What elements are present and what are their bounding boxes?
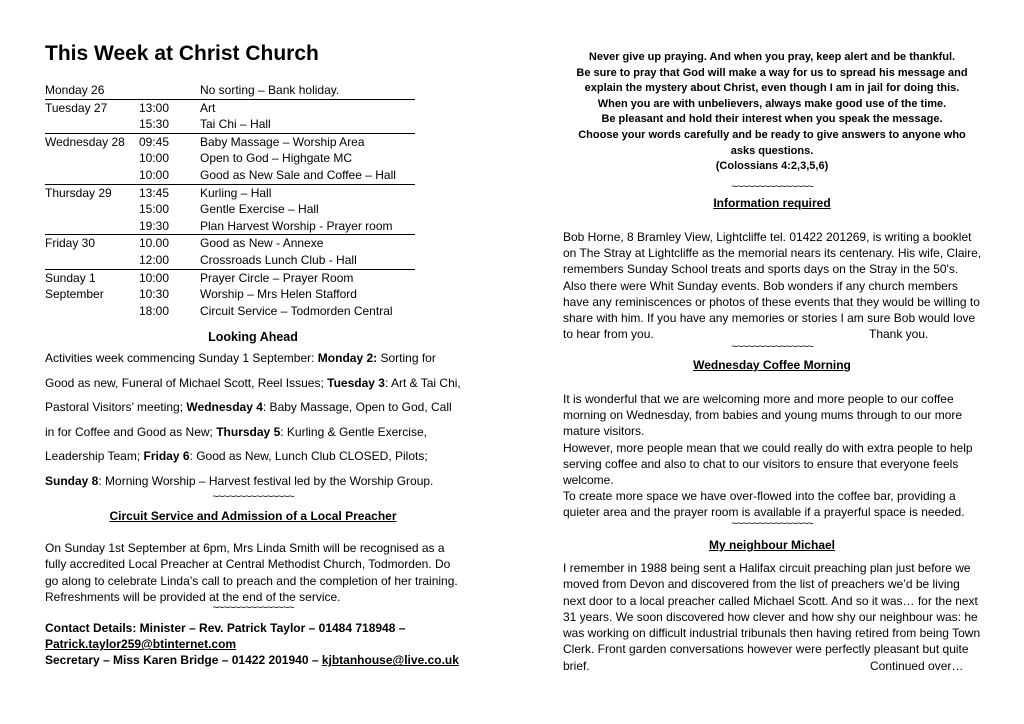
schedule-event: Kurling – Hall — [200, 185, 272, 200]
looking-ahead-day: Friday 6 — [143, 449, 190, 463]
schedule-time: 19:30 — [139, 218, 200, 235]
separator: ~~~~~~~~~~~~~~~ — [212, 602, 294, 614]
separator: ~~~~~~~~~~~~~~~ — [731, 181, 813, 193]
schedule-day: Thursday 29 — [45, 185, 112, 200]
schedule-row — [45, 252, 415, 269]
verse-line: asks questions. — [730, 144, 814, 157]
schedule-event: Good as New Sale and Coffee – Hall — [200, 167, 415, 184]
schedule-event: Open to God – Highgate MC — [200, 151, 353, 166]
schedule-row — [45, 167, 415, 184]
schedule-time: 15:00 — [139, 202, 170, 217]
looking-ahead-activities: Sorting for Good as new, Funeral of Michael Scott, Reel Issues; — [45, 351, 436, 390]
schedule-day — [45, 218, 139, 235]
schedule-day: September — [45, 287, 104, 302]
schedule-day: Wednesday 28 — [45, 134, 125, 149]
verse-line: explain the mystery about Christ, even though I am in jail for doing this. — [584, 82, 960, 95]
looking-ahead-activities: : Art & Tai Chi, Pastoral Visitors’ meeting; — [45, 375, 461, 414]
schedule-event: Worship – Mrs Helen Stafford — [200, 287, 357, 302]
verse-line: Be pleasant and hold their interest when you speak the message. — [601, 113, 943, 126]
information-required-paragraph: Bob Horne, 8 Bramley View, Lightcliffe tel. 01422 201269, is writing a booklet on The Stray at Lightcliffe as the memorial nears its centenary. His wife, Claire, remembers Sunday School treats and sports days on the Stray in the 50's. Also there were Whit Sunday events. Bob wonders if any church members have any reminiscences or photos of these events that they would be willing to share with him. If you have any memories or stories I am sure Bob would love to hear from you. — [563, 230, 982, 342]
verse-line: Choose your words carefully and be ready to give answers to anyone who — [578, 128, 966, 141]
separator: ~~~~~~~~~~~~~~~ — [731, 341, 813, 353]
schedule-event: Circuit Service – Todmorden Central — [200, 303, 393, 318]
circuit-service-heading: Circuit Service and Admission of a Local Preacher — [109, 509, 397, 523]
schedule-row — [45, 201, 415, 218]
page-title: This Week at Christ Church — [45, 42, 319, 65]
schedule-event: No sorting – Bank holiday. — [200, 82, 415, 99]
schedule-day — [45, 150, 139, 167]
continued-over-note: Continued over… — [870, 659, 964, 673]
secretary-email-link[interactable]: kjbtanhouse@live.co.uk — [321, 653, 459, 668]
schedule-row — [45, 99, 415, 116]
verse-line: Be sure to pray that God will make a way for us to spread his message and — [576, 66, 968, 79]
schedule-time: 15:30 — [139, 116, 200, 133]
coffee-morning-heading: Wednesday Coffee Morning — [693, 358, 851, 372]
schedule-row — [45, 303, 415, 320]
looking-ahead-day: Sunday 8 — [45, 473, 99, 488]
separator: ~~~~~~~~~~~~~~~ — [212, 491, 294, 503]
secretary-contact: Secretary – Miss Karen Bridge – 01422 201940 – — [45, 653, 322, 668]
weekly-schedule-table — [45, 82, 415, 319]
verse-line: Never give up praying. And when you pray, keep alert and be thankful. — [588, 51, 956, 63]
circuit-service-text: On Sunday 1st September at 6pm, Mrs Linda Smith will be recognised as a fully accredited Local Preacher at Central Methodist Church, Todmorden. Do go along to celebrate Linda’s call to preach and the completion of her training. Refreshments will be provided at the end of the service. — [45, 541, 458, 605]
verse-line: When you are with unbelievers, always make good use of the time. — [597, 97, 947, 110]
looking-ahead-text — [45, 346, 461, 493]
schedule-day — [45, 116, 139, 133]
coffee-paragraph: However, more people mean that we could really do with extra people to help serving coffee and also to chat to our visitors to ensure that everyone feels welcome. — [563, 440, 973, 488]
looking-ahead-activities: : Baby Massage, Open to God, Call in for Coffee and Good as New; — [45, 400, 452, 439]
schedule-time: 13:45 — [139, 185, 170, 200]
schedule-time — [139, 82, 200, 99]
looking-ahead-day: Wednesday 4 — [186, 400, 263, 414]
schedule-time: 12:00 — [139, 252, 200, 269]
minister-email-link[interactable]: Patrick.taylor259@btinternet.com — [45, 637, 237, 652]
looking-ahead-day: Thursday 5 — [216, 424, 281, 439]
schedule-day: Tuesday 27 — [45, 100, 108, 115]
schedule-time: 10:00 — [139, 270, 170, 285]
separator: ~~~~~~~~~~~~~~~ — [731, 518, 813, 530]
schedule-time: 18:00 — [139, 303, 170, 318]
schedule-event: Plan Harvest Worship - Prayer room — [200, 218, 415, 235]
coffee-morning-text — [563, 391, 983, 521]
schedule-event: Good as New - Annexe — [200, 236, 324, 251]
schedule-time: 10.00 — [139, 236, 170, 251]
coffee-paragraph: To create more space we have over-flowed into the coffee bar, providing a quieter area and the prayer room is available if a prayerful space is needed. — [563, 489, 965, 520]
schedule-event: Tai Chi – Hall — [200, 116, 415, 133]
neighbour-heading: My neighbour Michael — [708, 538, 835, 552]
coffee-paragraph: It is wonderful that we are welcoming more and more people to our coffee morning on Wednesday, from babies and young mums through to our more mature visitors. — [563, 392, 963, 439]
schedule-event: Crossroads Lunch Club - Hall — [200, 252, 415, 269]
schedule-row — [45, 269, 415, 286]
schedule-event: Prayer Circle – Prayer Room — [200, 270, 354, 285]
schedule-row — [45, 116, 415, 133]
schedule-day — [45, 252, 139, 269]
verse-line: (Colossians 4:2,3,5,6) — [715, 160, 829, 173]
schedule-day — [45, 201, 139, 218]
looking-ahead-intro: Activities week commencing Sunday 1 September: — [45, 351, 318, 365]
minister-contact: Contact Details: Minister – Rev. Patrick Taylor – 01484 718948 – — [45, 621, 406, 635]
schedule-day — [45, 167, 139, 184]
schedule-day: Sunday 1 — [45, 270, 96, 285]
schedule-row — [45, 286, 415, 303]
looking-ahead-activities: : Morning Worship – Harvest festival led by the Worship Group. — [98, 473, 434, 488]
schedule-event: Art — [200, 100, 216, 115]
neighbour-text — [563, 560, 983, 674]
schedule-day: Monday 26 — [45, 82, 139, 99]
schedule-day — [45, 303, 139, 320]
schedule-day: Friday 30 — [45, 236, 96, 251]
contact-details — [45, 620, 465, 669]
schedule-time: 09:45 — [139, 134, 170, 149]
looking-ahead-activities: : Good as New, Lunch Club CLOSED, Pilots; — [189, 449, 428, 463]
information-required-heading: Information required — [713, 196, 831, 210]
thank-you-note: Thank you. — [869, 327, 929, 341]
schedule-row — [45, 184, 415, 201]
neighbour-paragraph: I remember in 1988 being sent a Halifax circuit preaching plan just before we moved from Devon and discovered from the list of preachers we’d be living next door to a local preacher called Michael Scott. And so it was… for the next 31 years. We soon discovered how clever and how shy our neighbour was: he was working on difficult industrial tribunals then having retired from being Town Clerk. Front garden conversations however were perfectly pleasant but quite brief. — [563, 561, 981, 673]
looking-ahead-day: Monday 2: — [317, 351, 378, 365]
looking-ahead-activities: : Kurling & Gentle Exercise, Leadership Team; — [45, 424, 427, 463]
schedule-row — [45, 82, 415, 99]
schedule-row — [45, 133, 415, 150]
schedule-event: Baby Massage – Worship Area — [200, 134, 365, 149]
schedule-event: Gentle Exercise – Hall — [200, 202, 319, 217]
information-required-text — [563, 229, 983, 342]
schedule-time: 10:30 — [139, 287, 170, 302]
schedule-row — [45, 218, 415, 235]
schedule-time: 10:00 — [139, 151, 170, 166]
schedule-row — [45, 150, 415, 167]
looking-ahead-day: Tuesday 3 — [327, 375, 385, 390]
schedule-row — [45, 235, 415, 252]
schedule-time: 13:00 — [139, 100, 170, 115]
scripture-verse — [563, 50, 981, 175]
looking-ahead-heading: Looking Ahead — [208, 330, 298, 344]
schedule-time: 10:00 — [139, 167, 200, 184]
